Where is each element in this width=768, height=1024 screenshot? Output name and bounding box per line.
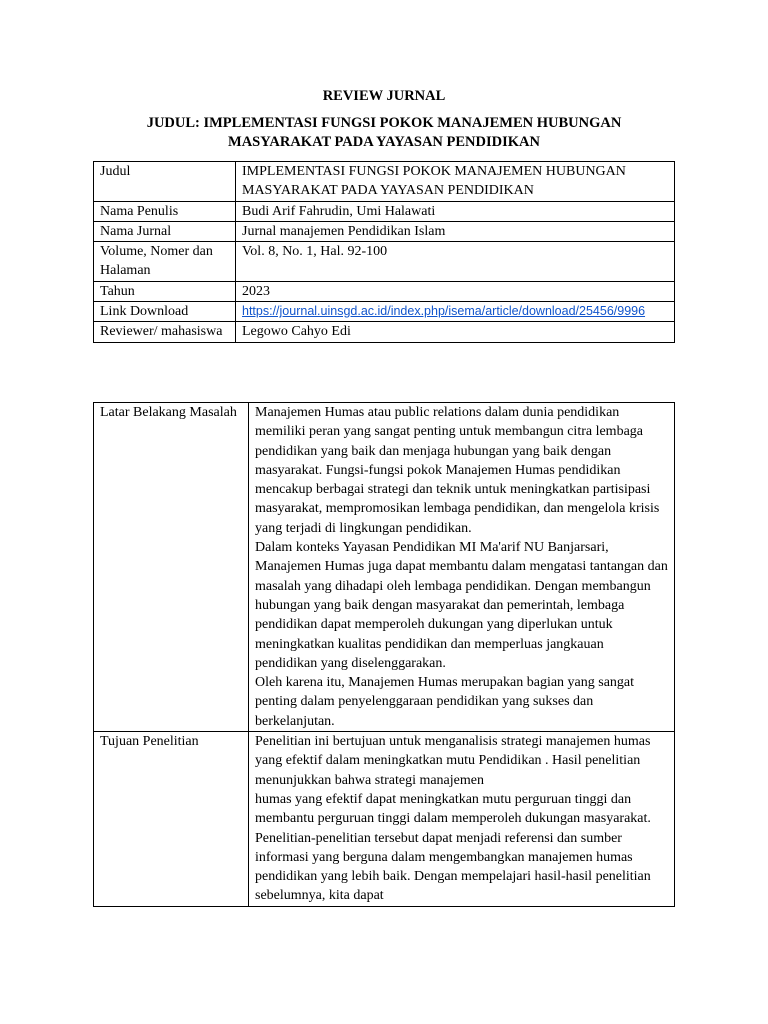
table-row [94,221,675,241]
latar-paragraph-3: Oleh karena itu, Manajemen Humas merupakan bagian yang sangat penting dalam penyelenggaraan pendidikan yang sukses dan berkelanjutan. [255,675,635,729]
subtitle-line-1: JUDUL: IMPLEMENTASI FUNGSI POKOK MANAJEMEN HUBUNGAN [146,115,622,131]
table-row [94,322,675,342]
journal-info-table [93,161,675,343]
judul-label: Judul [94,162,236,202]
volume-value: Vol. 8, No. 1, Hal. 92-100 [236,242,675,282]
reviewer-label: Reviewer/ mahasiswa [94,322,236,342]
judul-value: IMPLEMENTASI FUNGSI POKOK MANAJEMEN HUBUNGAN MASYARAKAT PADA YAYASAN PENDIDIKAN [236,162,675,202]
latar-paragraph-2: Dalam konteks Yayasan Pendidikan MI Ma'arif NU Banjarsari, Manajemen Humas juga dapat membantu dalam mengatasi tantangan dan masalah yang dihadapi oleh lembaga pendidikan. Dengan membangun hubungan yang baik dengan masyarakat dan pemerintah, lembaga pendidikan dapat memperoleh dukungan yang diperlukan untuk meningkatkan kualitas pendidikan dan memperluas jangkauan pendidikan yang diselenggarakan. [255,540,668,671]
reviewer-value: Legowo Cahyo Edi [236,322,675,342]
document-subtitle [0,114,768,152]
table-row [94,162,675,202]
latar-label: Latar Belakang Masalah [94,403,249,732]
download-link[interactable]: https://journal.uinsgd.ac.id/index.php/isema/article/download/25456/9996 [242,304,646,319]
latar-value [249,403,675,732]
table-row [94,281,675,301]
table-row [94,302,675,322]
tujuan-label: Tujuan Penelitian [94,732,249,907]
link-label: Link Download [94,302,236,322]
penulis-value: Budi Arif Fahrudin, Umi Halawati [236,201,675,221]
jurnal-label: Nama Jurnal [94,221,236,241]
latar-paragraph-1: Manajemen Humas atau public relations dalam dunia pendidikan memiliki peran yang sangat penting untuk membangun citra lembaga pendidikan yang baik dan menjaga hubungan yang baik dengan masyarakat. Fungsi-fungsi pokok Manajemen Humas pendidikan mencakup berbagai strategi dan teknik untuk meningkatkan partisipasi masyarakat, mempromosikan lembaga pendidikan, dan mengelola krisis yang terjadi di lingkungan pendidikan. [255,405,660,536]
tujuan-paragraph-2: humas yang efektif dapat meningkatkan mutu perguruan tinggi dan membantu perguruan tinggi dalam memperoleh dukungan masyarakat. Penelitian-penelitian tersebut dapat menjadi referensi dan sumber informasi yang berguna dalam mengembangkan manajemen humas pendidikan yang lebih baik. Dengan mempelajari hasil-hasil penelitian sebelumnya, kita dapat [255,791,651,904]
penulis-label: Nama Penulis [94,201,236,221]
jurnal-value: Jurnal manajemen Pendidikan Islam [236,221,675,241]
table-row [94,732,675,907]
tujuan-value [249,732,675,907]
tahun-label: Tahun [94,281,236,301]
volume-label: Volume, Nomer dan Halaman [94,242,236,282]
tahun-value: 2023 [236,281,675,301]
document-title: REVIEW JURNAL [322,88,446,104]
review-table [93,402,675,907]
tujuan-paragraph-1: Penelitian ini bertujuan untuk menganalisis strategi manajemen humas yang efektif dalam meningkatkan mutu Pendidikan . Hasil penelitian menunjukkan bahwa strategi manajemen [255,734,651,788]
link-cell [236,302,675,322]
table-row [94,403,675,732]
table-row [94,242,675,282]
subtitle-line-2: MASYARAKAT PADA YAYASAN PENDIDIKAN [228,134,540,150]
table-row [94,201,675,221]
